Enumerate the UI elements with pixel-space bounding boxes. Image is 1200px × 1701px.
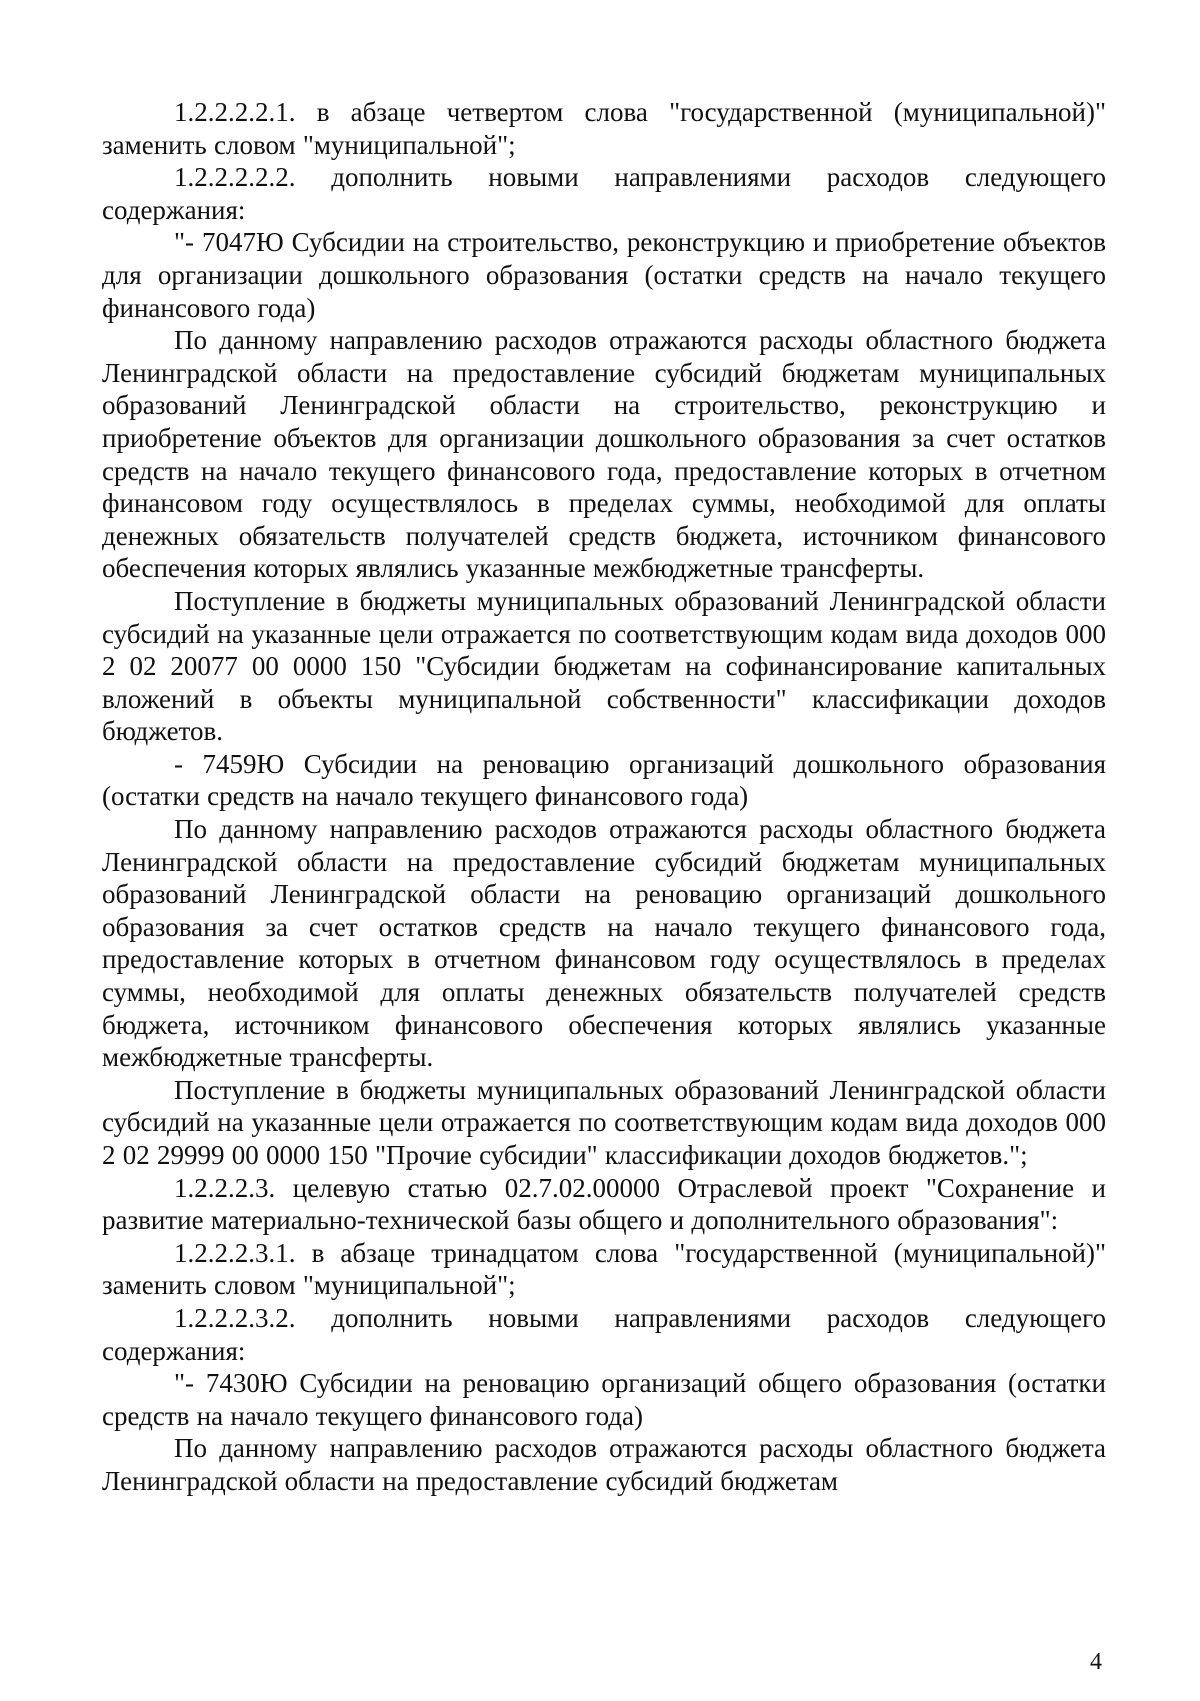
paragraph-7459-description: По данному направлению расходов отражаются расходы областного бюджета Ленинградской области на предоставление субсидий бюджетам муниципальных образований Ленинградской области на реновацию организаций дошкольного образования за счет остатков средств на начало текущего финансового года, предоставление которых в отчетном финансовом году осуществлялось в пределах суммы, необходимой для оплаты денежных обязательств получателей средств бюджета, источником финансового обеспечения которых являлись указанные межбюджетные трансферты. [102,814,1106,1073]
document-body [102,96,1106,1498]
paragraph-7459-title: - 7459Ю Субсидии на реновацию организаций дошкольного образования (остатки средств на начало текущего финансового года) [102,748,1106,812]
paragraph-1-2-2-2-2-1: 1.2.2.2.2.1. в абзаце четвертом слова "государственной (муниципальной)" заменить словом "муниципальной"; [102,97,1106,160]
paragraph-1-2-2-2-3: 1.2.2.2.3. целевую статью 02.7.02.00000 Отраслевой проект "Сохранение и развитие материально-технической базы общего и дополнительного образования": [102,1172,1106,1236]
paragraph-1-2-2-2-3-1: 1.2.2.2.3.1. в абзаце тринадцатом слова "государственной (муниципальной)" заменить словом "муниципальной"; [102,1237,1106,1301]
paragraph-7047-description: По данному направлению расходов отражаются расходы областного бюджета Ленинградской области на предоставление субсидий бюджетам муниципальных образований Ленинградской области на строительство, реконструкцию и приобретение объектов для организации дошкольного образования за счет остатков средств на начало текущего финансового года, предоставление которых в отчетном финансовом году осуществлялось в пределах суммы, необходимой для оплаты денежных обязательств получателей средств бюджета, источником финансового обеспечения которых являлись указанные межбюджетные трансферты. [102,325,1106,584]
paragraph-7047-income: Поступление в бюджеты муниципальных образований Ленинградской области субсидий на указанные цели отражается по соответствующим кодам вида доходов 000 2 02 20077 00 0000 150 "Субсидии бюджетам на софинансирование капитальных вложений в объекты муниципальной собственности" классификации доходов бюджетов. [102,585,1106,747]
page-number: 4 [1090,1649,1102,1675]
paragraph-1-2-2-2-3-2: 1.2.2.2.3.2. дополнить новыми направлениями расходов следующего содержания: [102,1302,1106,1366]
paragraph-7047-title: "- 7047Ю Субсидии на строительство, реконструкцию и приобретение объектов для организации дошкольного образования (остатки средств на начало текущего финансового года) [102,227,1106,323]
paragraph-7430-description: По данному направлению расходов отражаются расходы областного бюджета Ленинградской области на предоставление субсидий бюджетам [102,1433,1106,1496]
paragraph-7459-income: Поступление в бюджеты муниципальных образований Ленинградской области субсидий на указанные цели отражается по соответствующим кодам вида доходов 000 2 02 29999 00 0000 150 "Прочие субсидии" классификации доходов бюджетов."; [102,1074,1106,1170]
paragraph-7430-title: "- 7430Ю Субсидии на реновацию организаций общего образования (остатки средств на начало текущего финансового года) [102,1368,1106,1431]
paragraph-1-2-2-2-2-2: 1.2.2.2.2.2. дополнить новыми направлениями расходов следующего содержания: [102,162,1106,225]
